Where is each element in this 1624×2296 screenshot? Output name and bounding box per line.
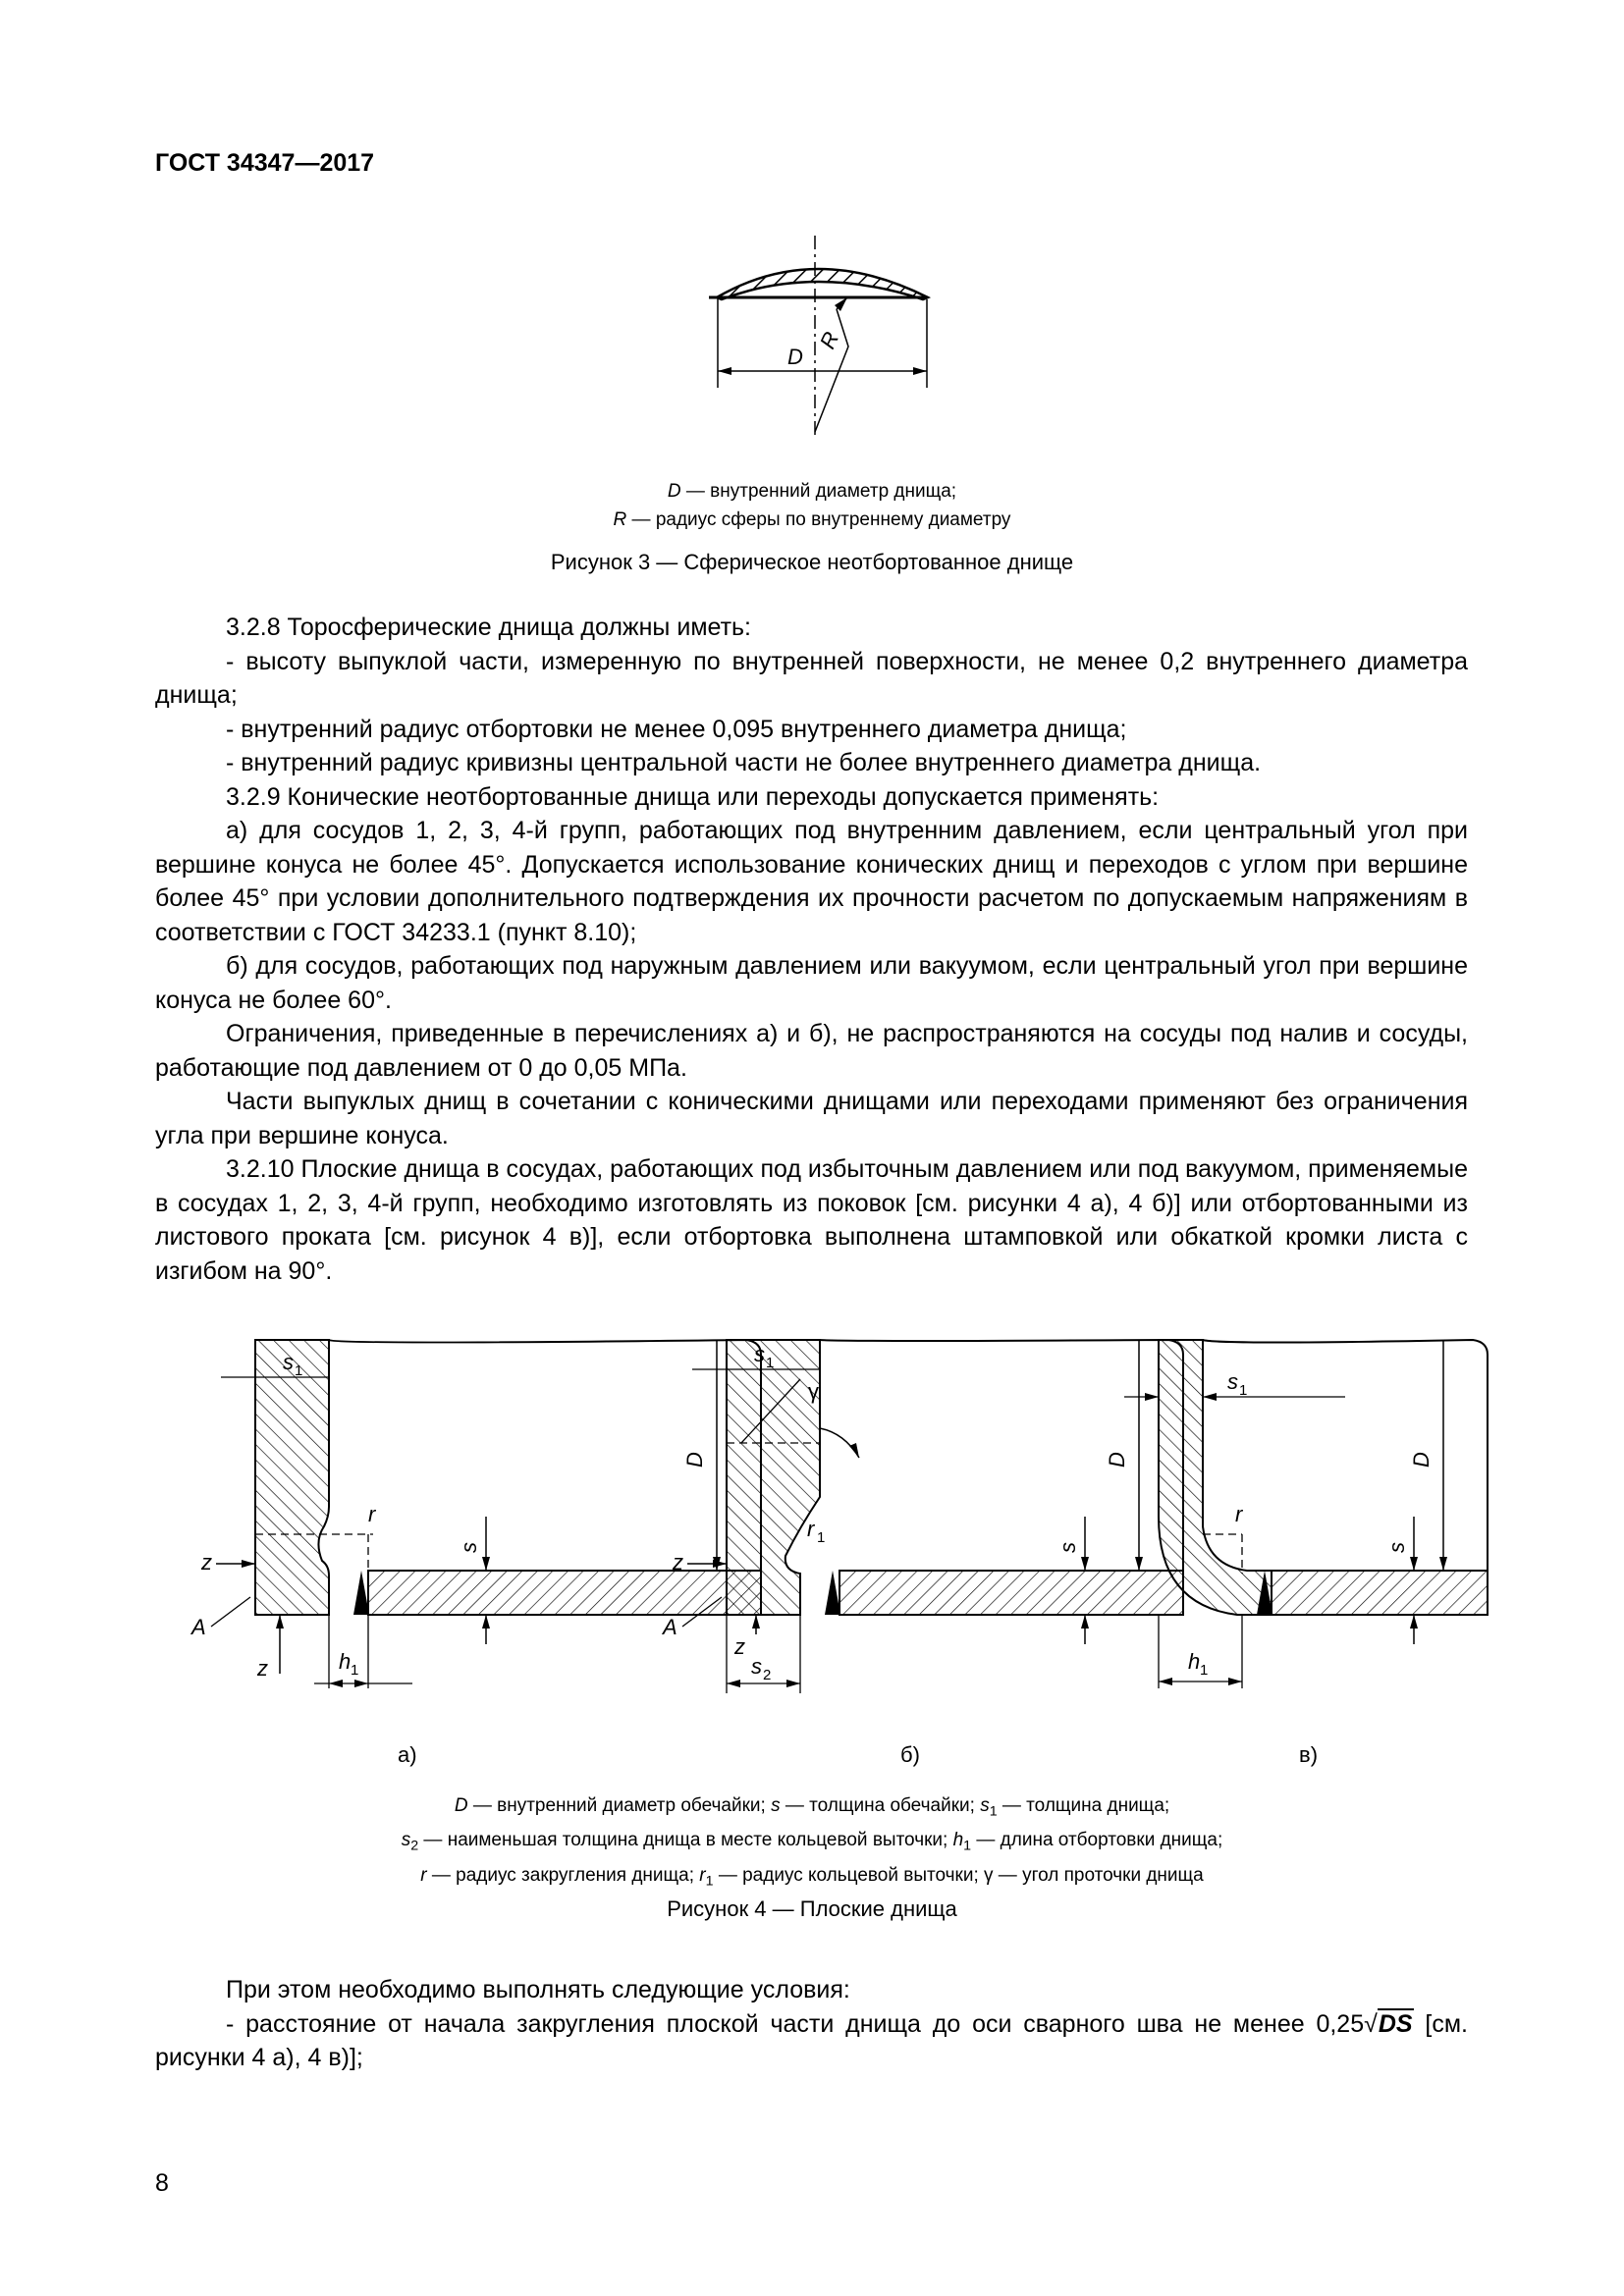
leg-r-text: — радиус закругления днища; [426, 1864, 700, 1886]
legend-D-text: — внутренний диаметр днища; [680, 481, 957, 502]
fig4b-sub-r1: 1 [817, 1529, 826, 1546]
leg-r: r [420, 1864, 427, 1886]
page-number: 8 [155, 2169, 169, 2197]
fig4c-sub-h1: 1 [1200, 1662, 1209, 1679]
para-3-2-10: 3.2.10 Плоские днища в сосудах, работающих под избыточным давлением или под вакуумом, применяемые в сосудах 1, 2, 3, 4-й групп, необходимо изготовлять из поковок [см. рисунки 4 а), 4 б)] или отбортованными из листового проката [см. рисунок 4 в)], если отбортовка выполнена штамповкой или обкаткой кромки листа с изгибом на 90°. [155, 1155, 1468, 1285]
fig4c-label-r: r [1235, 1502, 1243, 1526]
leg-s1-sub: 1 [989, 1803, 998, 1820]
fig4a-sub-h1: 1 [351, 1662, 359, 1679]
leg-s1: s [980, 1795, 990, 1816]
leg-h1-sub: 1 [963, 1838, 972, 1854]
figure-3-drawing [687, 221, 943, 447]
figure-4-legend [0, 1791, 1624, 1896]
para-a: а) для сосудов 1, 2, 3, 4-й групп, работающих под внутренним давлением, если центральный угол при вершине конуса не более 45°. Допускается использование конических днищ и переходов с углом при вершине более 45° при условии дополнительного подтверждения их прочности расчетом по допускаемым напряжениям в соответствии с ГОСТ 34233.1 (пункт 8.10); [155, 817, 1468, 946]
fig4a-sub-s1: 1 [295, 1362, 303, 1379]
legend-R-text: — радиус сферы по внутреннему диаметру [626, 509, 1011, 530]
fig4a-label-h1: h [339, 1649, 352, 1674]
para-3-2-9: 3.2.9 Конические неотбортованные днища или переходы допускается применять: [226, 782, 1160, 811]
fig4b-label-A: A [663, 1615, 677, 1639]
fig4a-label-z-top: z [201, 1550, 212, 1575]
para-distance [155, 2007, 1468, 2075]
leg-gamma: γ [984, 1864, 994, 1886]
figure-4-caption: Рисунок 4 — Плоские днища [667, 1896, 957, 1921]
leg-h1-text: — длина отбортовки днища; [971, 1830, 1223, 1851]
fig4c-label-h1: h [1188, 1649, 1201, 1674]
leg-D: D [454, 1795, 468, 1816]
leg-s-text: — толщина обечайки; [780, 1795, 981, 1816]
fig4a-label-s: s [457, 1542, 481, 1553]
figure-4b [661, 1340, 1183, 1693]
para-b: б) для сосудов, работающих под наружным давлением или вакуумом, если центральный угол при вершине конуса не более 60°. [155, 952, 1468, 1014]
fig4b-sub-s1: 1 [766, 1355, 775, 1371]
fig4b-sub-s2: 2 [763, 1667, 772, 1683]
para-limits: Ограничения, приведенные в перечислениях а) и б), не распространяются на сосуды под налив и сосуды, работающие под давлением от 0 до 0,05 МПа. [155, 1020, 1468, 1082]
fig4b-label-s1: s [754, 1342, 765, 1366]
legend-D-symbol: D [667, 481, 681, 502]
fig4a-label-D: D [682, 1452, 707, 1468]
fig4a-label-s1: s [283, 1350, 294, 1374]
figure-4c [1124, 1340, 1488, 1688]
leg-D-text: — внутренний диаметр обечайки; [467, 1795, 772, 1816]
leg-h1: h [952, 1830, 964, 1851]
leg-r1-sub: 1 [705, 1872, 714, 1889]
body-text-1 [155, 611, 1468, 1288]
para-distance-ref: [см. рисунки 4 а), 4 в)]; [155, 2009, 1468, 2071]
para-distance-text: - расстояние от начала закругления плоской части днища до оси сварного шва не менее 0,25 [226, 2009, 1365, 2038]
fig4b-label-gamma: γ [808, 1379, 819, 1404]
figure-4-drawing [177, 1320, 1492, 1703]
sqrt-DS: DS [1378, 2009, 1413, 2038]
fig4c-label-s: s [1384, 1542, 1409, 1553]
fig4a-label-z-bottom: z [257, 1656, 268, 1681]
leg-s2: s [401, 1830, 411, 1851]
sqrt-sign: √ [1364, 2009, 1378, 2038]
leg-s: s [771, 1795, 781, 1816]
leg-r1: r [699, 1864, 706, 1886]
para-conditions: При этом необходимо выполнять следующие условия: [226, 1976, 850, 2003]
fig4c-label-D: D [1409, 1452, 1434, 1468]
para-convex-parts: Части выпуклых днищ в сочетании с коническими днищами или переходами применяют без ограничения угла при вершине конуса. [155, 1088, 1468, 1149]
fig4c-label-s1: s [1227, 1369, 1238, 1394]
body-text-2 [155, 1973, 1468, 2075]
leg-s2-sub: 2 [410, 1838, 419, 1854]
fig4b-label-s2: s [751, 1654, 762, 1679]
fig4b-label-s: s [1056, 1542, 1080, 1553]
fig4a-label-A: A [191, 1615, 206, 1639]
fig4b-label-D: D [1105, 1452, 1129, 1468]
figure-3-legend [0, 477, 1624, 534]
para-height: - высоту выпуклой части, измеренную по внутренней поверхности, не менее 0,2 внутреннего диаметра днища; [155, 647, 1468, 709]
para-radius-center: - внутренний радиус кривизны центральной части не более внутреннего диаметра днища. [226, 749, 1262, 776]
fig4c-sub-s1: 1 [1239, 1382, 1248, 1399]
document-header: ГОСТ 34347—2017 [155, 149, 375, 177]
sublabel-b: б) [900, 1742, 920, 1767]
leg-s2-text: — наименьшая толщина днища в месте кольцевой выточки; [418, 1830, 953, 1851]
fig4b-label-z-bottom: z [734, 1634, 745, 1659]
legend-R-symbol: R [613, 509, 627, 530]
leg-r1-text: — радиус кольцевой выточки; [713, 1864, 985, 1886]
leg-gamma-text: — угол проточки днища [993, 1864, 1204, 1886]
figure-3-label-D: D [787, 345, 803, 369]
sublabel-c: в) [1299, 1742, 1319, 1767]
fig4b-label-z-top: z [673, 1550, 683, 1575]
fig4a-label-r: r [368, 1502, 376, 1526]
sublabel-a: а) [398, 1742, 417, 1767]
para-3-2-8: 3.2.8 Торосферические днища должны иметь: [226, 614, 751, 641]
fig4b-label-r1: r [807, 1517, 815, 1541]
figure-3-caption: Рисунок 3 — Сферическое неотбортованное днище [550, 550, 1074, 574]
leg-s1-text: — толщина днища; [997, 1795, 1170, 1816]
para-radius-flange: - внутренний радиус отбортовки не менее 0,095 внутреннего диаметра днища; [226, 715, 1127, 743]
figure-3-label-R: R [814, 328, 844, 353]
